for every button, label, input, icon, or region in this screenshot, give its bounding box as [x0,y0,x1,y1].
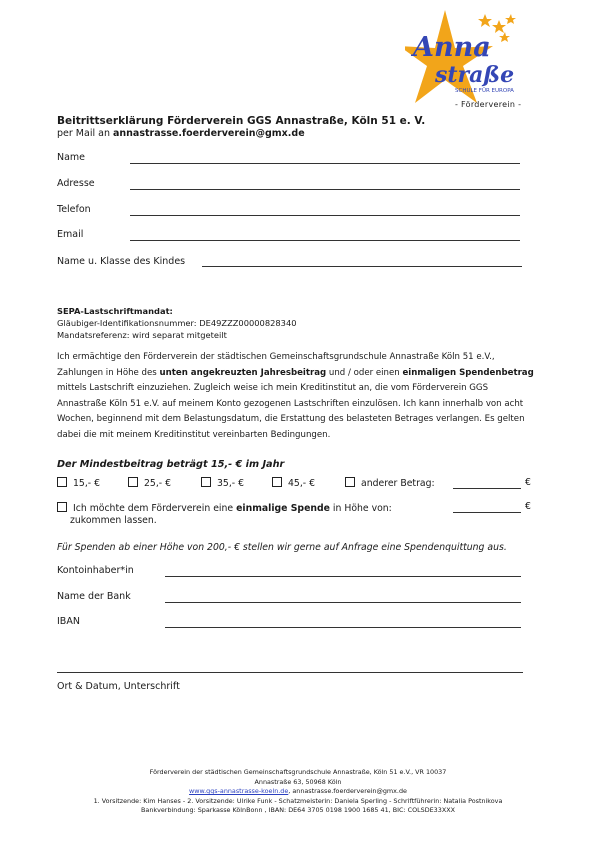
other-amount-field[interactable] [453,488,521,489]
footer-email: , annastrasse.foerderverein@gmx.de [288,787,407,796]
mandate-text-3: mittels Lastschrift einzuziehen. Zugleich weise ich mein Kreditinstitut an, die vom Förderverein GGS Annastraße Köln 51 e.V. auf meinem Konto gezogenen Lastschriften einzulösen. Ich kann innerhalb von acht Wochen, beginnend mit dem Belastungsdatum, die Erstattung des belasteten Betrages verlangen. Es gelten dabei die mit meinem Kreditinstitut vereinbarten Bedingungen. [57,383,525,440]
option-other-label: anderer Betrag: [361,478,435,489]
option-25[interactable] [128,477,171,489]
footer [0,768,596,816]
footer-line5: Bankverbindung: Sparkasse KölnBonn , IBAN: DE64 3705 0198 1900 1685 41, BIC: COLSDE33XXX [141,806,455,815]
option-45[interactable] [272,477,315,489]
spende-text-post: in Höhe von: [329,503,392,514]
option-25-label: 25,- € [144,478,172,489]
mandate-bold-2: einmaligen Spendenbetrag [402,367,534,378]
form-title: Beitrittserklärung Förderverein GGS Annastraße, Köln 51 e. V. [57,115,426,127]
mail-prefix: per Mail an [57,128,113,139]
name-label: Name [57,152,86,163]
option-other[interactable] [345,477,435,489]
svg-text:straße: straße [435,62,515,88]
checkbox-15[interactable] [57,477,67,487]
iban-label: IBAN [57,616,80,627]
option-35-label: 35,- € [217,478,245,489]
footer-line2: Annastraße 63, 50968 Köln [254,777,342,786]
telefon-field[interactable] [130,215,520,216]
other-euro: € [525,477,531,488]
footer-line1: Förderverein der städtischen Gemeinschaftsgrundschule Annastraße, Köln 51 e.V., VR 10037 [149,768,447,776]
sepa-heading: SEPA-Lastschriftmandat: [57,306,173,316]
website-link[interactable]: www.ggs-annastrasse-koeln.de [189,787,289,796]
mandate-text-1: Ich ermächtige den Förderverein der städtischen Gemeinschaftsgrundschule Annastraße Köln 51 e.V., Zahlungen in Höhe des [57,352,495,378]
mandate-paragraph [57,350,537,443]
checkbox-35[interactable] [201,477,211,487]
spende-line2: zukommen lassen. [70,515,157,526]
mandatsreferenz: Mandatsreferenz: wird separat mitgeteilt [57,330,227,340]
name-field[interactable] [130,163,520,164]
adresse-field[interactable] [130,189,520,190]
adresse-label: Adresse [57,178,95,189]
spende-option[interactable] [57,502,392,514]
bankname-field[interactable] [165,602,521,603]
footer-line4: 1. Vorsitzende: Kim Hanses - 2. Vorsitzende: Ulrike Funk - Schatzmeisterin: Daniela Sperling - Schriftführerin: Natalia Postnikova [93,796,503,805]
signature-label: Ort & Datum, Unterschrift [57,681,180,692]
iban-field[interactable] [165,627,521,628]
email-field[interactable] [130,240,520,241]
telefon-label: Telefon [57,204,91,215]
school-logo [405,8,530,113]
spende-amount-field[interactable] [453,512,521,513]
mandate-text-2: und / oder einen [326,367,403,378]
mail-line [57,128,305,139]
signature-line[interactable] [57,672,523,673]
footer-line3 [0,787,596,797]
logo-subtitle: - Förderverein - [455,100,522,109]
spende-text-bold: einmalige Spende [236,503,330,514]
kontoinhaber-field[interactable] [165,576,521,577]
svg-text:Anna: Anna [413,32,491,63]
kind-label: Name u. Klasse des Kindes [57,256,186,267]
bankname-label: Name der Bank [57,591,131,602]
option-15[interactable] [57,477,100,489]
option-45-label: 45,- € [288,478,316,489]
email-label: Email [57,229,84,240]
mail-address: annastrasse.foerderverein@gmx.de [112,128,305,139]
kontoinhaber-label: Kontoinhaber*in [57,565,134,576]
mandate-bold-1: unten angekreuzten Jahresbeitrag [159,367,327,378]
kind-field[interactable] [202,266,522,267]
option-15-label: 15,- € [73,478,101,489]
mindestbeitrag-heading: Der Mindestbeitrag beträgt 15,- € im Jahr [57,459,285,470]
spende-euro: € [525,501,531,512]
checkbox-45[interactable] [272,477,282,487]
checkbox-other[interactable] [345,477,355,487]
spendenquittung-note: Für Spenden ab einer Höhe von 200,- € stellen wir gerne auf Anfrage eine Spendenquittung aus. [57,542,507,553]
checkbox-spende[interactable] [57,502,67,512]
option-35[interactable] [201,477,244,489]
spende-text-pre: Ich möchte dem Förderverein eine [73,503,237,514]
glaeubiger-id: Gläubiger-Identifikationsnummer: DE49ZZZ00000828340 [57,318,297,328]
checkbox-25[interactable] [128,477,138,487]
svg-text:SCHULE FÜR EUROPA: SCHULE FÜR EUROPA [455,88,514,94]
